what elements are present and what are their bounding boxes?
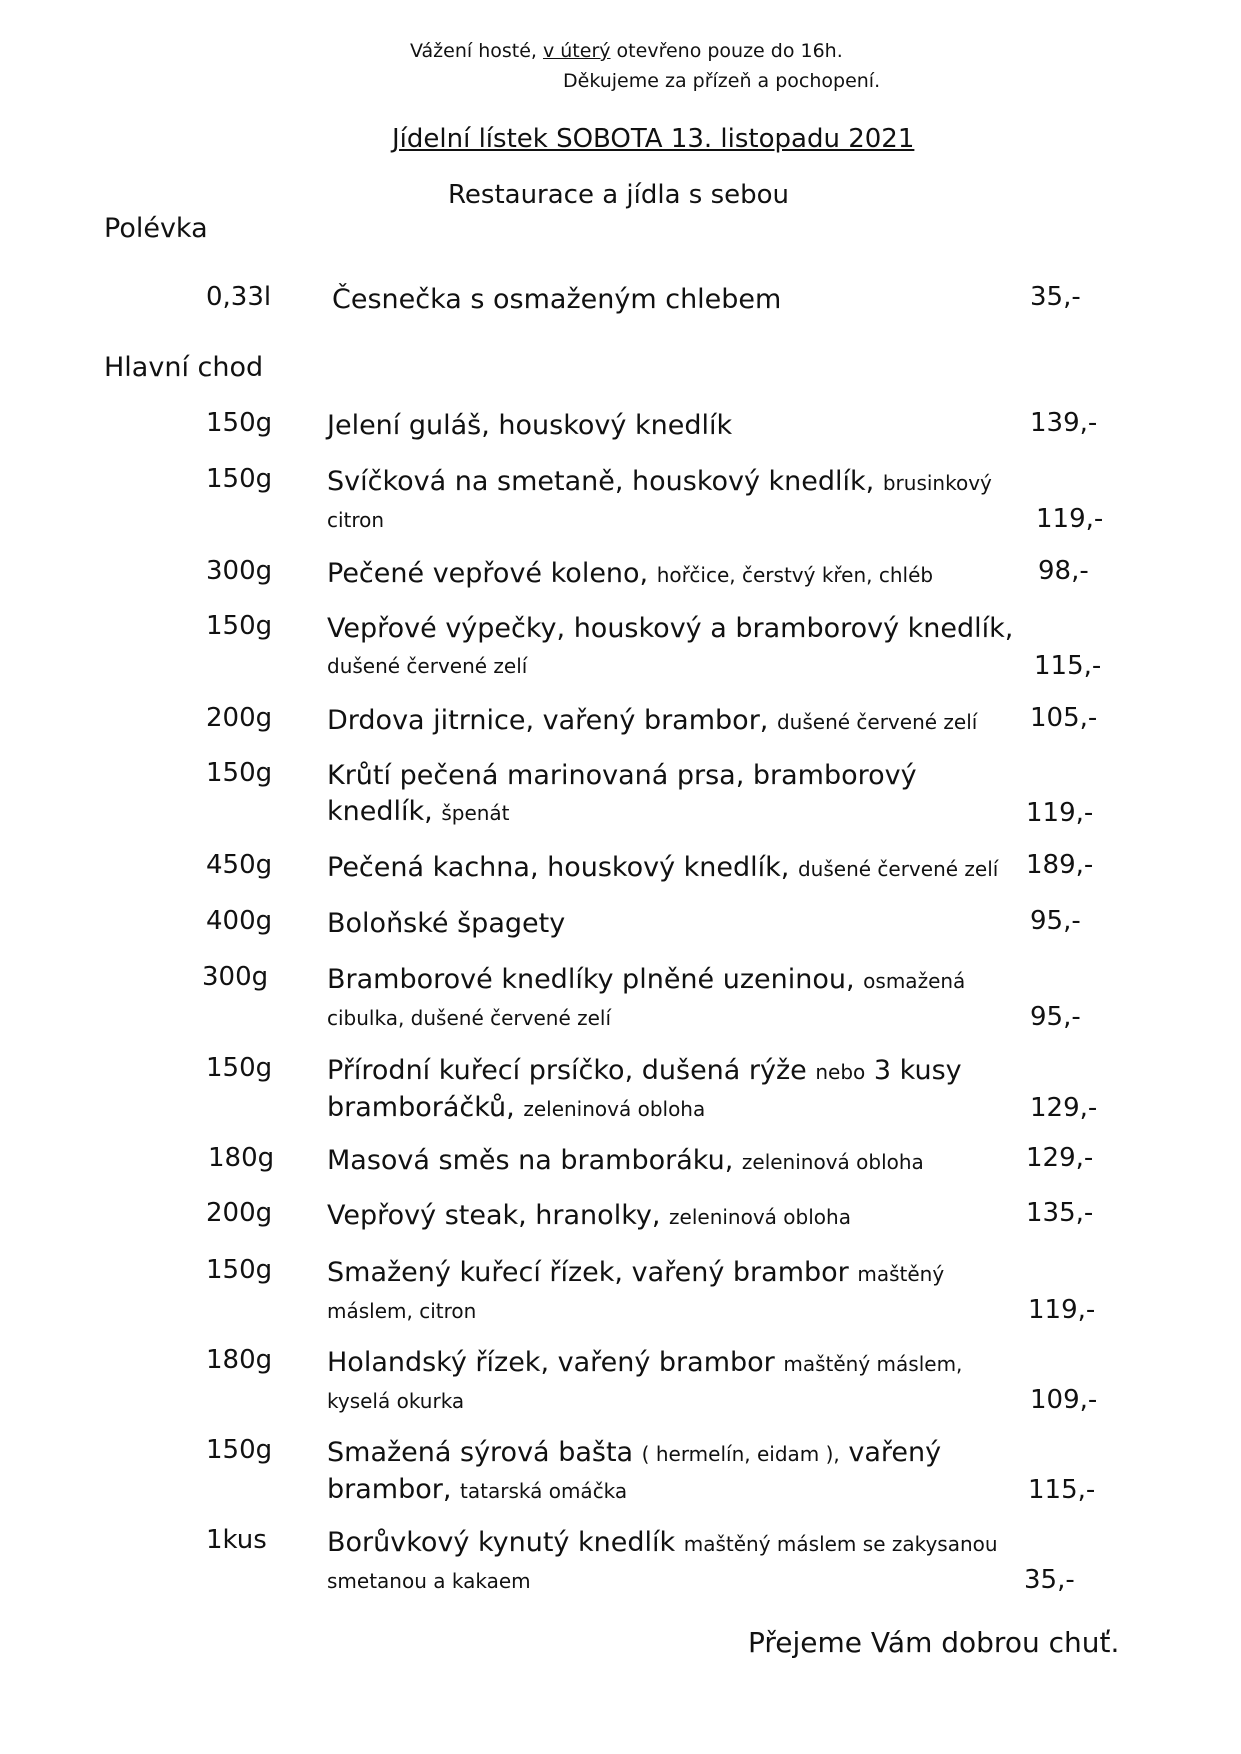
item-portion: 1kus (206, 1525, 267, 1555)
item-portion: 300g (206, 556, 273, 586)
item-portion: 180g (208, 1143, 275, 1173)
item-name (327, 611, 1017, 684)
item-main: Smažený kuřecí řízek, vařený brambor (327, 1257, 849, 1288)
item-portion: 180g (206, 1345, 273, 1375)
item-side: špenát (441, 801, 510, 825)
item-price: 95,- (1030, 906, 1081, 936)
item-portion: 200g (206, 703, 273, 733)
item-price: 119,- (1026, 798, 1094, 828)
item-main-continued: 3 kusy bramboráčků, (327, 1055, 962, 1123)
section-heading-soup: Polévka (104, 213, 208, 244)
item-main: Drdova jitrnice, vařený brambor, (327, 705, 769, 736)
menu-title: Jídelní lístek SOBOTA 13. listopadu 2021 (392, 124, 915, 154)
item-side: zeleninová obloha (669, 1205, 851, 1229)
item-side: zeleninová obloha (741, 1150, 924, 1174)
item-main: Bramborové knedlíky plněné uzeninou, (327, 964, 855, 995)
item-name (327, 408, 1017, 444)
item-price: 115,- (1034, 651, 1102, 681)
item-price: 129,- (1030, 1093, 1098, 1123)
item-name (327, 1143, 1017, 1180)
item-side: maštěný máslem, citron (327, 1262, 945, 1323)
item-price: 109,- (1030, 1385, 1098, 1415)
item-side: dušené červené zelí (776, 710, 978, 734)
item-name (327, 556, 1017, 593)
item-main: Holandský řízek, vařený brambor (327, 1347, 775, 1378)
item-name (327, 1525, 1027, 1599)
item-name (327, 1198, 1017, 1235)
notice-text-underlined: v úterý (542, 40, 611, 62)
item-main: Masová směs na bramboráku, (327, 1145, 734, 1176)
item-main: Vepřové výpečky, houskový a bramborový knedlík, (327, 613, 1014, 644)
item-price: 95,- (1030, 1002, 1081, 1032)
item-portion: 150g (206, 408, 273, 438)
item-portion: 400g (206, 906, 273, 936)
item-portion: 150g (206, 1255, 273, 1285)
item-side: maštěný máslem, kyselá okurka (327, 1352, 963, 1413)
item-name (327, 1053, 987, 1127)
item-name (327, 1345, 987, 1419)
item-mid: nebo (815, 1060, 866, 1084)
item-name (332, 282, 1022, 318)
notice-line-2: Děkujeme za přízeň a pochopení. (563, 70, 881, 92)
item-name (327, 758, 937, 831)
item-name (327, 703, 1017, 740)
notice-text-post: otevřeno pouze do 16h. (610, 40, 843, 62)
item-portion: 150g (206, 1435, 273, 1465)
item-price: 115,- (1028, 1475, 1096, 1505)
item-portion: 450g (206, 850, 273, 880)
item-portion: 150g (206, 1053, 273, 1083)
item-portion: 300g (202, 962, 269, 992)
item-portion: 150g (206, 758, 273, 788)
item-main: Vepřový steak, hranolky, (327, 1200, 661, 1231)
item-main: Jelení guláš, houskový knedlík (327, 410, 733, 441)
item-side: dušené červené zelí (797, 857, 999, 881)
item-side: maštěný máslem se zakysanou smetanou a kakaem (327, 1532, 998, 1593)
item-main: Borůvkový kynutý knedlík (327, 1527, 676, 1558)
notice-line-1 (410, 40, 843, 62)
item-price: 139,- (1030, 408, 1098, 438)
closing-wish: Přejeme Vám dobrou chuť. (748, 1626, 1120, 1659)
item-mid: ( hermelín, eidam ), (641, 1442, 840, 1466)
item-name (327, 1255, 1027, 1329)
item-name (327, 906, 1017, 942)
item-name (327, 1435, 987, 1509)
item-main: Svíčková na smetaně, houskový knedlík, (327, 466, 875, 497)
item-main: Česnečka s osmaženým chlebem (332, 284, 782, 315)
item-price: 105,- (1030, 703, 1098, 733)
item-price: 119,- (1036, 504, 1104, 534)
item-main: Přírodní kuřecí prsíčko, dušená rýže (327, 1055, 807, 1086)
item-side: dušené červené zelí (327, 654, 528, 678)
notice-text-pre: Vážení hosté, (410, 40, 543, 62)
item-side: brusinkový citron (327, 471, 992, 532)
item-portion: 200g (206, 1198, 273, 1228)
item-price: 35,- (1030, 282, 1081, 312)
item-portion: 0,33l (206, 282, 272, 312)
item-main-continued: vařený brambor, (327, 1437, 942, 1505)
item-price: 189,- (1026, 850, 1094, 880)
item-side: hořčice, čerstvý křen, chléb (656, 563, 934, 587)
section-heading-main: Hlavní chod (104, 352, 264, 383)
item-main: Krůtí pečená marinovaná prsa, bramborový knedlík, (327, 760, 917, 827)
item-main: Boloňské špagety (327, 908, 566, 939)
item-price: 135,- (1026, 1198, 1094, 1228)
item-name (327, 464, 1007, 538)
item-price: 35,- (1024, 1565, 1075, 1595)
item-price: 129,- (1026, 1143, 1094, 1173)
item-price: 119,- (1028, 1295, 1096, 1325)
item-price: 98,- (1038, 556, 1089, 586)
item-name (327, 850, 1017, 887)
item-side: osmažená cibulka, dušené červené zelí (327, 969, 966, 1030)
menu-subtitle: Restaurace a jídla s sebou (448, 180, 790, 210)
item-main: Smažená sýrová bašta (327, 1437, 634, 1468)
item-main: Pečená kachna, houskový knedlík, (327, 852, 790, 883)
item-side: zeleninová obloha (523, 1097, 706, 1121)
item-name (327, 962, 1007, 1036)
item-main: Pečené vepřové koleno, (327, 558, 649, 589)
item-portion: 150g (206, 464, 273, 494)
item-portion: 150g (206, 611, 273, 641)
item-side: tatarská omáčka (460, 1479, 628, 1503)
